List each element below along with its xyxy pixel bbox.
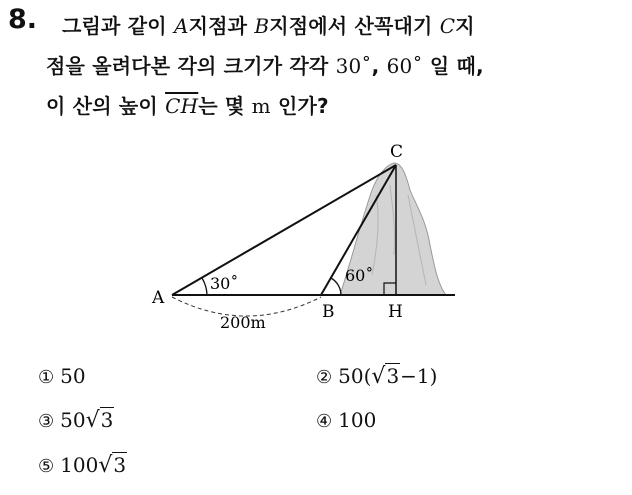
choice-marker: ③ [38, 411, 55, 432]
segment-ch: $\overline{CH}$ [165, 94, 199, 118]
angle-value-2: 60˚ [386, 54, 423, 78]
sqrt-expression [98, 453, 127, 478]
choice-value: 100 [338, 408, 377, 432]
label-a: A [152, 288, 165, 308]
choice-marker: ⑤ [38, 456, 55, 477]
choice-1[interactable] [38, 364, 86, 388]
angle-value-1: 30˚ [335, 54, 372, 78]
question-line-3 [46, 90, 329, 119]
point-a-ref: A [173, 14, 189, 38]
question-line-1 [62, 10, 475, 39]
angle-arc-a [202, 278, 207, 295]
radicand: 3 [113, 453, 127, 477]
choice-marker: ④ [316, 411, 333, 432]
sqrt-expression [371, 364, 400, 389]
question-text: 지점에서 산꼭대기 [269, 14, 440, 38]
angle-label-b: 60˚ [345, 266, 374, 285]
question-text: 는 몇 [198, 94, 252, 118]
choice-2[interactable] [316, 364, 437, 389]
question-text: 점을 올려다본 각의 크기가 각각 [46, 54, 336, 78]
point-b-ref: B [254, 14, 270, 38]
distance-label: 200m [220, 313, 266, 332]
radical-sign-icon: √ [98, 453, 113, 478]
choice-prefix: 100 [60, 453, 99, 477]
choice-4[interactable] [316, 408, 376, 432]
label-h: H [388, 302, 403, 322]
choice-suffix: −1) [400, 364, 438, 388]
unit-m: m [251, 94, 271, 118]
mountain-figure [140, 135, 470, 335]
question-text: 이 산의 높이 [46, 94, 166, 118]
choice-prefix: 50 [60, 408, 86, 432]
question-text: 그림과 같이 [62, 14, 174, 38]
radicand: 3 [386, 364, 400, 388]
choice-marker: ② [316, 367, 333, 388]
choice-3[interactable] [38, 408, 114, 433]
choice-prefix: 50( [338, 364, 372, 388]
radical-sign-icon: √ [85, 408, 100, 433]
choice-5[interactable] [38, 453, 127, 478]
question-text: 인가? [270, 94, 329, 118]
point-c-ref: C [439, 14, 456, 38]
question-number: 8. [8, 4, 38, 35]
sqrt-expression [86, 408, 115, 433]
radical-sign-icon: √ [371, 364, 386, 389]
choice-marker: ① [38, 367, 55, 388]
label-c: C [390, 142, 404, 162]
angle-label-a: 30˚ [210, 274, 239, 293]
radicand: 3 [100, 408, 114, 432]
question-text: 일 때, [422, 54, 484, 78]
question-text: 지 [455, 14, 475, 38]
question-text: 지점과 [188, 14, 255, 38]
question-text: , [371, 54, 387, 78]
question-line-2 [46, 50, 484, 79]
label-b: B [322, 302, 335, 322]
angle-arc-b [331, 278, 341, 295]
choice-value: 50 [60, 364, 86, 388]
